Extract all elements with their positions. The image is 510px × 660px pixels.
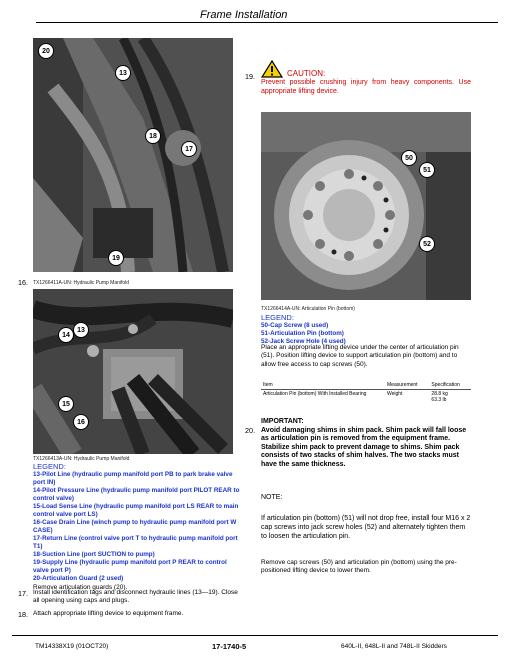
legend-item: 52-Jack Screw Hole (4 used) — [261, 338, 346, 345]
spec-header-item: Item — [263, 382, 273, 388]
caution-block — [261, 60, 471, 96]
legend-item: 14-Pilot Pressure Line (hydraulic pump manifold port PILOT REAR to control valve) — [33, 487, 240, 502]
spec-table — [261, 381, 471, 404]
hydraulic-pump-manifold-photo-bottom — [33, 289, 233, 454]
callout-18: 18 — [145, 128, 161, 144]
page-title: Frame Installation — [200, 9, 288, 21]
step-18-number: 18. — [18, 610, 28, 619]
spec-cell-measurement: Weight — [385, 390, 429, 405]
legend-left-title: LEGEND: — [33, 462, 66, 471]
step-18-text: Attach appropriate lifting device to equipment frame. — [33, 610, 184, 617]
footer-rule — [12, 635, 498, 636]
articulation-pin-photo — [261, 112, 471, 300]
spec-header-measurement: Measurement — [387, 382, 418, 388]
figure-caption-right: TX1266414A-UN: Articulation Pin (bottom) — [261, 306, 355, 312]
spec-cell-item: Articulation Pin (bottom) With Installed Bearing — [261, 390, 385, 405]
legend-item: 51-Articulation Pin (bottom) — [261, 330, 344, 337]
legend-item: 17-Return Line (control valve port T to hydraulic pump manifold port T1) — [33, 535, 238, 550]
spec-value-lb: 63.3 lb — [431, 397, 447, 403]
legend-right-title: LEGEND: — [261, 313, 294, 322]
callout-15: 15 — [58, 396, 74, 412]
photo-illustration-top — [33, 38, 233, 272]
step-17-text: Install identification tags and disconnect hydraulic lines (13—19). Close all opening using caps and plugs. — [33, 589, 238, 605]
callout-17: 17 — [181, 141, 197, 157]
hydraulic-pump-manifold-photo-top — [33, 38, 233, 272]
legend-item: 50-Cap Screw (8 used) — [261, 322, 329, 329]
warning-triangle-icon — [261, 60, 283, 78]
remove-caps-text: Remove cap screws (50) and articulation pin (bottom) using the pre-positioned lifting device to lower them. — [261, 559, 457, 575]
figure-caption-top: TX1266411A-UN: Hydraulic Pump Manifold — [33, 280, 130, 286]
callout-52: 52 — [419, 236, 435, 252]
footer-right: 640L-II, 648L-II and 748L-II Skidders — [341, 643, 447, 650]
legend-left — [33, 462, 243, 592]
step-17-number: 17. — [18, 589, 28, 598]
spec-header-specification: Specification — [431, 382, 460, 388]
legend-item: 13-Pilot Line (hydraulic pump manifold port PB to park brake valve port IN) — [33, 471, 233, 486]
legend-item: 19-Supply Line (hydraulic pump manifold port P REAR to control valve port P) — [33, 559, 227, 574]
callout-50: 50 — [401, 150, 417, 166]
legend-right — [261, 313, 471, 346]
callout-19: 19 — [108, 250, 124, 266]
step-20-number: 20. — [245, 426, 255, 435]
footer-center: 17-1740-5 — [212, 642, 247, 651]
photo-illustration-bottom — [33, 289, 233, 454]
figure-caption-bottom: TX1266413A-UN: Hydraulic Pump Manifold — [33, 456, 130, 462]
spec-table-container — [261, 381, 471, 404]
important-text: Avoid damaging shims in shim pack. Shim pack will fall loose as articulation pin is removed from the equipment frame. Stabilize shim pack to prevent damage to shims. Shim pack consists of two stacks of shim halves. The two stacks must have the same thickness. — [261, 426, 467, 468]
caution-text: Prevent possible crushing injury from heavy components. Use appropriate lifting device. — [261, 79, 471, 95]
legend-item: 18-Suction Line (port SUCTION to pump) — [33, 551, 155, 558]
legend-item: 20-Articulation Guard (2 used) — [33, 575, 124, 582]
spec-value-kg: 28.8 kg — [431, 391, 448, 397]
callout-13: 13 — [115, 65, 131, 81]
header-rule — [36, 22, 498, 23]
callout-51: 51 — [419, 162, 435, 178]
spec-cell-specification — [429, 390, 471, 405]
important-block — [261, 418, 473, 470]
note-label: NOTE: — [261, 494, 283, 501]
callout-13b: 13 — [73, 322, 89, 338]
callout-20: 20 — [38, 43, 54, 59]
callout-16: 16 — [73, 414, 89, 430]
place-device-text: Place an appropriate lifting device under the center of articulation pin (51). Position lifting device to support articulation pin (bottom) and to allow free access to cap screws (50). — [261, 344, 459, 368]
caution-label: CAUTION: — [287, 69, 326, 78]
articulation-pin-illustration — [261, 112, 471, 300]
callout-14: 14 — [58, 327, 74, 343]
note-text: If articulation pin (bottom) (51) will not drop free, install four M16 x 2 cap screws into jack screw holes (52) and alternately tighten them to loosen the articulation pin. — [261, 515, 471, 540]
footer-left: TM14338X19 (01OCT20) — [35, 643, 109, 650]
legend-item: 16-Case Drain Line (winch pump to hydraulic pump manifold port W CASE) — [33, 519, 237, 534]
step-16-number: 16. — [18, 278, 28, 287]
legend-item: 15-Load Sense Line (hydraulic pump manifold port LS REAR to main control valve port LS) — [33, 503, 239, 518]
remove-guards-text: Remove articulation guards (20). — [33, 584, 128, 591]
step-19-number: 19. — [245, 72, 255, 81]
important-label: IMPORTANT: — [261, 418, 304, 425]
